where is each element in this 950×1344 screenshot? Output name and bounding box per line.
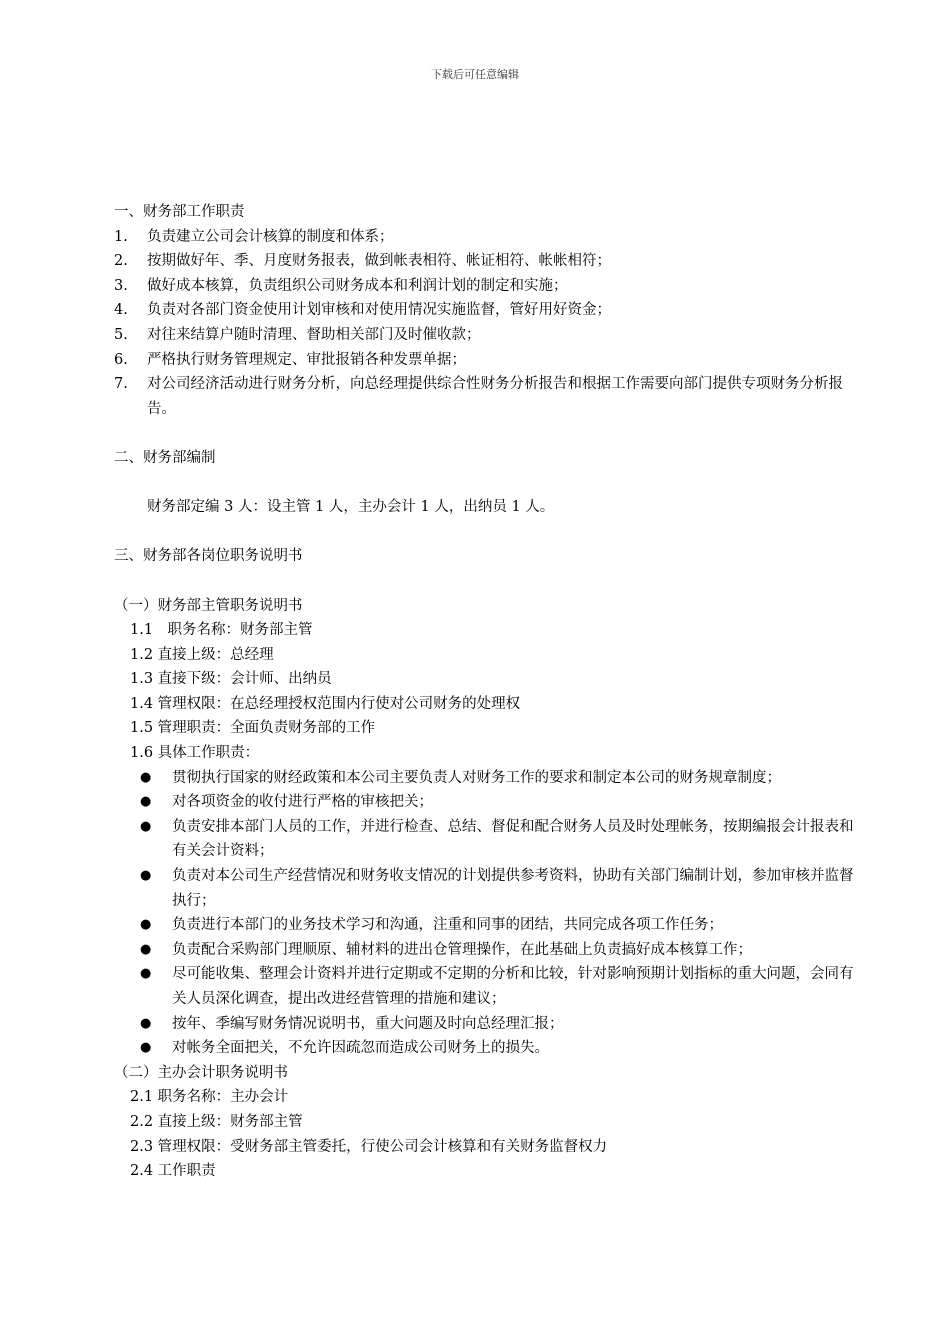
list-item [114,249,854,274]
bullet-icon: ● [140,917,152,933]
bullet-item [114,766,854,791]
bullet-icon: ● [140,1015,152,1031]
part1-item: 1.5 管理职责：全面负责财务部的工作 [130,720,376,737]
bullet-text: 负责配合采购部门理顺原、辅材料的进出仓管理操作，在此基础上负责搞好成本核算工作； [172,941,752,958]
list-item-text: 做好成本核算，负责组织公司财务成本和利润计划的制定和实施； [147,277,568,294]
bullet-icon: ● [140,966,152,982]
list-item-number: 1. [114,228,128,245]
spacer [114,569,854,594]
list-item-number: 6. [114,351,128,368]
list-item-number: 3. [114,277,128,294]
list-item-number: 5. [114,326,128,343]
part1-item: 1.1 职务名称：财务部主管 [130,622,313,639]
bullet-item [114,790,854,815]
bullet-item [114,864,854,913]
bullet-text: 对各项资金的收付进行严格的审核把关； [172,794,433,811]
list-item-text: 对公司经济活动进行财务分析，向总经理提供综合性财务分析报告和根据工作需要向部门提供专项财务分析报告。 [147,376,843,417]
bullet-icon: ● [140,794,152,810]
bullet-icon: ● [140,818,152,834]
bullet-item [114,815,854,864]
part1-item: 1.3 直接下级：会计师、出纳员 [130,671,332,688]
bullet-item [114,913,854,938]
header-note: 下载后可任意编辑 [431,68,519,81]
section1-list [114,225,854,422]
part2-item: 2.1 职务名称：主办会计 [130,1089,289,1106]
bullet-text: 负责进行本部门的业务技术学习和沟通，注重和同事的团结，共同完成各项工作任务； [172,917,723,934]
list-item [114,225,854,250]
part1-item: 1.4 管理权限：在总经理授权范围内行使对公司财务的处理权 [130,695,521,712]
list-item [114,348,854,373]
bullet-icon: ● [140,769,152,785]
part1-item: 1.2 直接上级：总经理 [130,646,274,663]
list-item-text: 负责建立公司会计核算的制度和体系； [147,228,394,245]
list-item [114,274,854,299]
part2-item: 2.4 工作职责 [130,1163,216,1180]
part1-title: （一）财务部主管职务说明书 [114,597,303,614]
document-body [114,200,854,1184]
duties-bullet-list [114,766,854,1061]
bullet-item [114,1012,854,1037]
section3-title: 三、财务部各岗位职务说明书 [114,548,303,565]
bullet-text: 负责对本公司生产经营情况和财务收支情况的计划提供参考资料，协助有关部门编制计划，参加审核并监督执行； [172,868,854,909]
bullet-icon: ● [140,1040,152,1056]
bullet-text: 贯彻执行国家的财经政策和本公司主要负责人对财务工作的要求和制定本公司的财务规章制度； [172,769,781,786]
staffing-text: 财务部定编 3 人：设主管 1 人，主办会计 1 人，出纳员 1 人。 [147,499,555,516]
section2-title: 二、财务部编制 [114,449,216,466]
bullet-text: 按年、季编写财务情况说明书，重大问题及时向总经理汇报； [172,1015,564,1032]
spacer [114,471,854,496]
list-item-text: 对往来结算户随时清理、督助相关部门及时催收款； [147,326,481,343]
part1-item: 1.6 具体工作职责： [130,745,260,762]
bullet-item [114,1036,854,1061]
list-item-number: 2. [114,253,128,270]
bullet-icon: ● [140,868,152,884]
list-item-number: 4. [114,302,128,319]
part2-item: 2.3 管理权限：受财务部主管委托，行使公司会计核算和有关财务监督权力 [130,1138,608,1155]
list-item [114,372,854,421]
spacer [114,421,854,446]
bullet-text: 负责安排本部门人员的工作，并进行检查、总结、督促和配合财务人员及时处理帐务，按期编报会计报表和有关会计资料； [172,818,854,860]
spacer [114,520,854,545]
list-item-text: 按期做好年、季、月度财务报表，做到帐表相符、帐证相符、帐帐相符； [147,253,611,270]
section1-title: 一、财务部工作职责 [114,204,245,220]
list-item-text: 严格执行财务管理规定、审批报销各种发票单据； [147,351,466,368]
bullet-icon: ● [140,941,152,957]
part2-item: 2.2 直接上级：财务部主管 [130,1113,303,1130]
bullet-item [114,962,854,1011]
list-item-number: 7. [114,376,128,393]
list-item [114,323,854,348]
bullet-item [114,938,854,963]
bullet-text: 对帐务全面把关，不允许因疏忽而造成公司财务上的损失。 [172,1040,549,1057]
part2-title: （二）主办会计职务说明书 [114,1064,288,1081]
list-item [114,298,854,323]
bullet-text: 尽可能收集、整理会计资料并进行定期或不定期的分析和比较，针对影响预期计划指标的重大问题，会同有关人员深化调查，提出改进经营管理的措施和建议； [172,966,854,1007]
list-item-text: 负责对各部门资金使用计划审核和对使用情况实施监督，管好用好资金； [147,302,611,319]
